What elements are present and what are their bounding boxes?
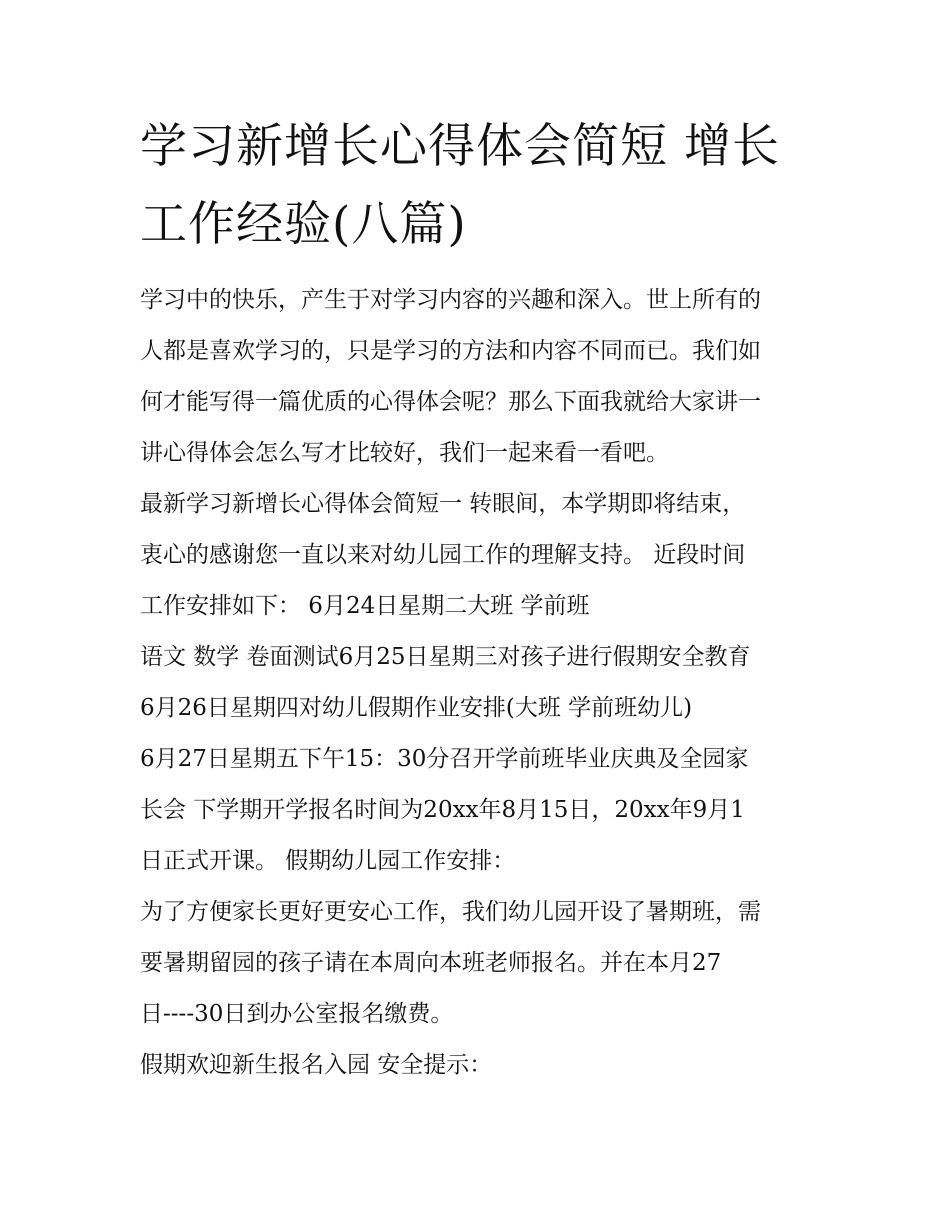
document-title <box>140 108 820 264</box>
body-line: 要暑期留园的孩子请在本周向本班老师报名。并在本月27 <box>140 950 722 976</box>
body-line: 讲心得体会怎么写才比较好，我们一起来看一看吧。 <box>140 440 669 466</box>
title-line-1: 学习新增长心得体会简短 增长 <box>140 119 780 174</box>
body-line: 学习中的快乐，产生于对学习内容的兴趣和深入。世上所有的 <box>140 287 761 313</box>
body-line: 为了方便家长更好更安心工作，我们幼儿园开设了暑期班，需 <box>140 899 761 925</box>
document-body <box>140 278 820 1094</box>
body-line: 6月27日星期五下午15：30分召开学前班毕业庆典及全园家 <box>140 746 749 772</box>
body-line: 工作安排如下： 6月24日星期二大班 学前班 <box>140 593 590 619</box>
body-line: 长会 下学期开学报名时间为20xx年8月15日，20xx年9月1 <box>140 797 745 823</box>
body-line: 假期欢迎新生报名入园 安全提示： <box>140 1052 493 1078</box>
body-line: 人都是喜欢学习的，只是学习的方法和内容不同而已。我们如 <box>140 338 761 364</box>
title-line-2: 工作经验(八篇) <box>140 197 467 252</box>
body-line: 何才能写得一篇优质的心得体会呢？那么下面我就给大家讲一 <box>140 389 761 415</box>
body-line: 衷心的感谢您一直以来对幼儿园工作的理解支持。 近段时间 <box>140 542 746 568</box>
body-line: 最新学习新增长心得体会简短一 转眼间，本学期即将结束， <box>140 491 746 517</box>
body-line: 日----30日到办公室报名缴费。 <box>140 1001 454 1027</box>
body-line: 语文 数学 卷面测试6月25日星期三对孩子进行假期安全教育 <box>140 644 751 670</box>
body-line: 6月26日星期四对幼儿假期作业安排(大班 学前班幼儿) <box>140 695 693 721</box>
body-line: 日正式开课。 假期幼儿园工作安排： <box>140 848 516 874</box>
